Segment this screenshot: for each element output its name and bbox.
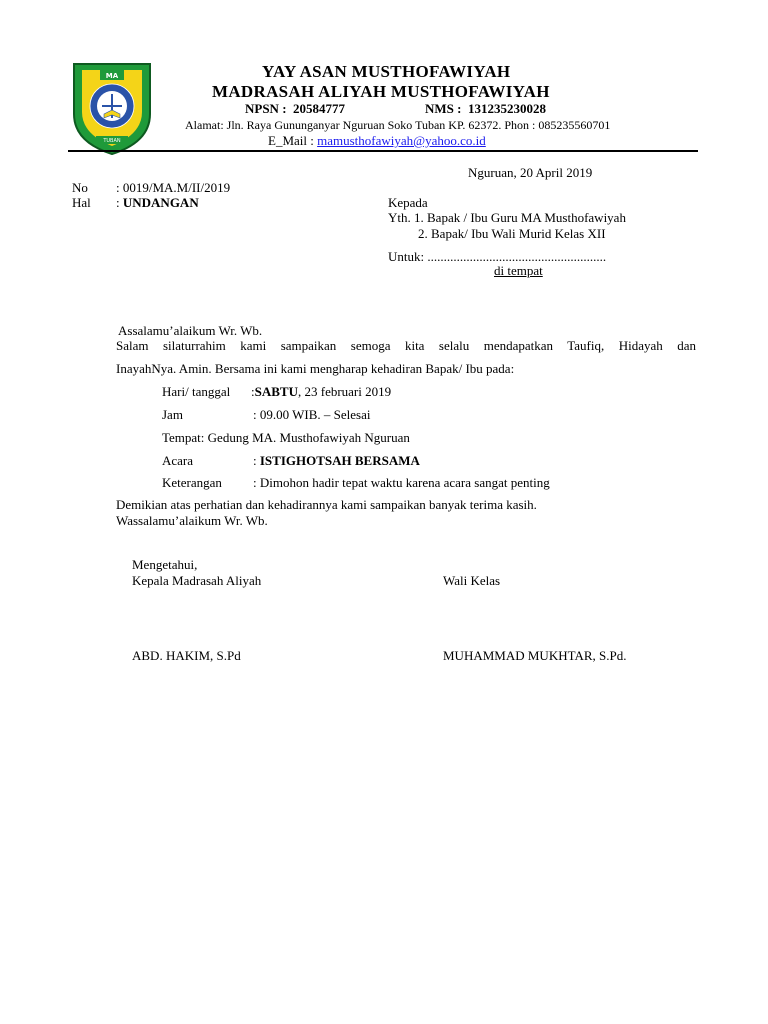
farewell-line: Wassalamu’alaikum Wr. Wb. — [116, 513, 268, 528]
npsn-label: NPSN — [245, 101, 279, 116]
mengetahui: Mengetahui, — [132, 557, 198, 572]
hal-label: Hal — [72, 195, 91, 210]
event-label: Acara — [162, 453, 194, 468]
no-label: No — [72, 180, 88, 195]
greeting: Assalamu’alaikum Wr. Wb. — [118, 323, 263, 338]
address-line: Alamat: Jln. Raya Gununganyar Nguruan Soko Tuban KP. 62372. Phon : 085235560701 — [185, 118, 611, 132]
recipient-untuk: Untuk: ....................................................... — [388, 249, 607, 264]
hal-value-line — [116, 195, 199, 211]
note-label: Keterangan — [162, 475, 222, 490]
email-link[interactable]: mamusthofawiyah@yahoo.co.id — [317, 133, 486, 148]
note-value: : Dimohon hadir tepat waktu karena acara sangat penting — [253, 475, 550, 490]
email-label: E_Mail : — [268, 133, 314, 148]
event-colon: : — [253, 453, 257, 468]
place-line: Tempat: Gedung MA. Musthofawiyah Nguruan — [162, 430, 410, 445]
day-colon: : — [251, 384, 255, 399]
hal-value: UNDANGAN — [122, 195, 199, 210]
day-value — [251, 384, 391, 400]
event-value: ISTIGHOTSAH BERSAMA — [259, 453, 420, 468]
body-para-line1: Salam silaturrahim kami sampaikan semoga kita selalu mendapatkan Taufiq, Hidayah dan — [116, 338, 696, 353]
left-signer-title: Kepala Madrasah Aliyah — [132, 573, 262, 588]
time-value: : 09.00 WIB. – Selesai — [253, 407, 371, 422]
no-value: : 0019/MA.M/II/2019 — [116, 180, 231, 195]
day-rest: , 23 februari 2019 — [297, 384, 392, 399]
logo-text-top: MA — [105, 72, 119, 80]
letterhead-divider — [68, 150, 698, 152]
recipient-kepada: Kepada — [388, 195, 428, 210]
nms-block: NMS : 131235230028 — [425, 101, 546, 116]
recipient-line1: Yth. 1. Bapak / Ibu Guru MA Musthofawiyah — [388, 210, 626, 225]
foundation-title: YAY ASAN MUSTHOFAWIYAH — [262, 62, 511, 81]
nms-label: NMS — [425, 101, 454, 116]
closing-line: Demikian atas perhatian dan kehadirannya kami sampaikan banyak terima kasih. — [116, 497, 537, 512]
day-label: Hari/ tanggal — [162, 384, 231, 399]
recipient-line2: 2. Bapak/ Ibu Wali Murid Kelas XII — [418, 226, 606, 241]
right-signer-name: MUHAMMAD MUKHTAR, S.Pd. — [443, 648, 627, 663]
place-date: Nguruan, 20 April 2019 — [468, 165, 593, 180]
right-signer-title: Wali Kelas — [443, 573, 501, 588]
nms-value: 131235230028 — [467, 101, 546, 116]
day-bold: SABTU — [254, 384, 298, 399]
event-value-line — [253, 453, 420, 469]
npsn-value: 20584777 — [293, 101, 346, 116]
hal-colon: : — [116, 195, 120, 210]
time-label: Jam — [162, 407, 183, 422]
email-line — [268, 133, 486, 149]
body-para-line2: InayahNya. Amin. Bersama ini kami mengharap kehadiran Bapak/ Ibu pada: — [116, 361, 515, 376]
school-title: MADRASAH ALIYAH MUSTHOFAWIYAH — [212, 82, 550, 101]
school-logo — [66, 60, 158, 156]
di-tempat: di tempat — [494, 263, 543, 278]
logo-text-bottom: TUBAN — [103, 138, 121, 144]
left-signer-name: ABD. HAKIM, S.Pd — [132, 648, 241, 663]
npsn-block: NPSN : 20584777 — [245, 101, 346, 116]
